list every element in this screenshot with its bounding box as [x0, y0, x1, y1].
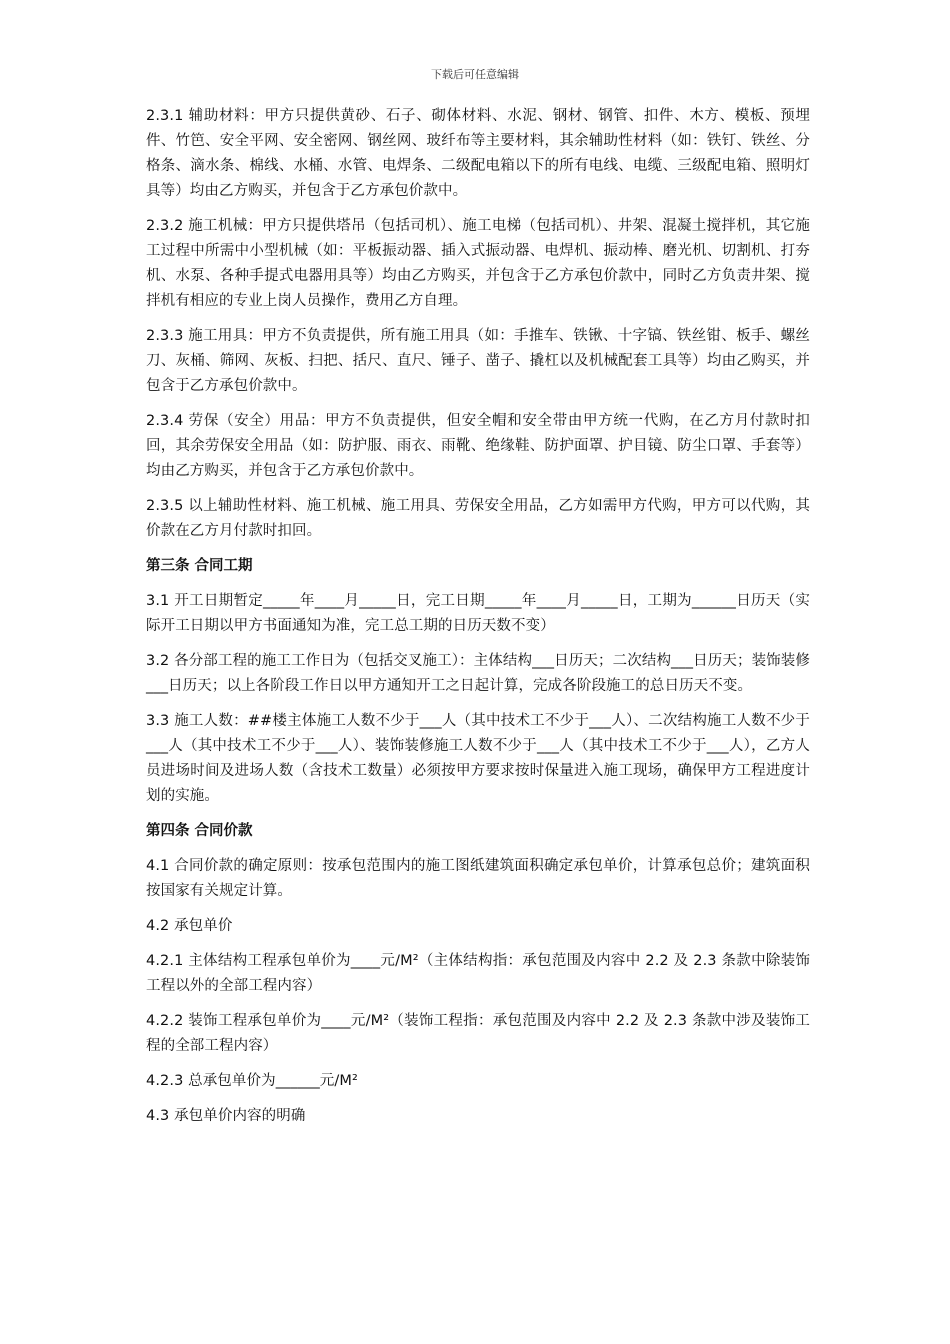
document-body	[146, 104, 810, 1139]
clause-3-1: 3.1 开工日期暂定_____年____月_____日，完工日期_____年____月_____日，工期为______日历天（实际开工日期以甲方书面通知为准，完工总工期的日历天数不变）	[146, 593, 810, 634]
clause-2-3-3: 2.3.3 施工用具：甲方不负责提供，所有施工用具（如：手推车、铁锹、十字镐、铁丝钳、板手、螺丝刀、灰桶、筛网、灰板、扫把、括尺、直尺、锤子、凿子、撬杠以及机械配套工具等）均由乙购买，并包含于乙方承包价款中。	[146, 328, 810, 394]
clause-4-2-3: 4.2.3 总承包单价为______元/M²	[146, 1073, 358, 1089]
article-3-heading: 第三条 合同工期	[146, 558, 253, 574]
article-4-heading: 第四条 合同价款	[146, 823, 253, 839]
clause-4-1: 4.1 合同价款的确定原则：按承包范围内的施工图纸建筑面积确定承包单价，计算承包总价；建筑面积按国家有关规定计算。	[146, 858, 810, 899]
clause-3-3: 3.3 施工人数：##楼主体施工人数不少于___人（其中技术工不少于___人）、二次结构施工人数不少于___人（其中技术工不少于___人）、装饰装修施工人数不少于___人（其中技术工不少于___人），乙方人员进场时间及进场人数（含技术工数量）必须按甲方要求按时保量进入施工现场，确保甲方工程进度计划的实施。	[146, 713, 810, 804]
clause-4-2: 4.2 承包单价	[146, 918, 233, 934]
clause-2-3-1: 2.3.1 辅助材料：甲方只提供黄砂、石子、砌体材料、水泥、钢材、钢管、扣件、木方、模板、预埋件、竹笆、安全平网、安全密网、钢丝网、玻纤布等主要材料，其余辅助性材料（如：铁钉、铁丝、分格条、滴水条、棉线、水桶、水管、电焊条、二级配电箱以下的所有电线、电缆、三级配电箱、照明灯具等）均由乙方购买，并包含于乙方承包价款中。	[146, 108, 810, 199]
clause-4-2-1: 4.2.1 主体结构工程承包单价为____元/M²（主体结构指：承包范围及内容中 2.2 及 2.3 条款中除装饰工程以外的全部工程内容）	[146, 953, 810, 994]
clause-2-3-2: 2.3.2 施工机械：甲方只提供塔吊（包括司机）、施工电梯（包括司机）、井架、混凝土搅拌机，其它施工过程中所需中小型机械（如：平板振动器、插入式振动器、电焊机、振动棒、磨光机、切割机、打夯机、水泵、各种手提式电器用具等）均由乙方购买，并包含于乙方承包价款中，同时乙方负责井架、搅拌机有相应的专业上岗人员操作，费用乙方自理。	[146, 218, 810, 309]
clause-4-3: 4.3 承包单价内容的明确	[146, 1108, 306, 1124]
clause-4-2-2: 4.2.2 装饰工程承包单价为____元/M²（装饰工程指：承包范围及内容中 2.2 及 2.3 条款中涉及装饰工程的全部工程内容）	[146, 1013, 810, 1054]
clause-2-3-5: 2.3.5 以上辅助性材料、施工机械、施工用具、劳保安全用品，乙方如需甲方代购，甲方可以代购，其价款在乙方月付款时扣回。	[146, 498, 810, 539]
page-header: 下载后可任意编辑	[431, 68, 519, 81]
clause-3-2: 3.2 各分部工程的施工工作日为（包括交叉施工）：主体结构___日历天；二次结构___日历天；装饰装修___日历天；以上各阶段工作日以甲方通知开工之日起计算，完成各阶段施工的总日历天不变。	[146, 653, 810, 694]
clause-2-3-4: 2.3.4 劳保（安全）用品：甲方不负责提供，但安全帽和安全带由甲方统一代购，在乙方月付款时扣回，其余劳保安全用品（如：防护服、雨衣、雨靴、绝缘鞋、防护面罩、护目镜、防尘口罩、手套等）均由乙方购买，并包含于乙方承包价款中。	[146, 413, 810, 479]
